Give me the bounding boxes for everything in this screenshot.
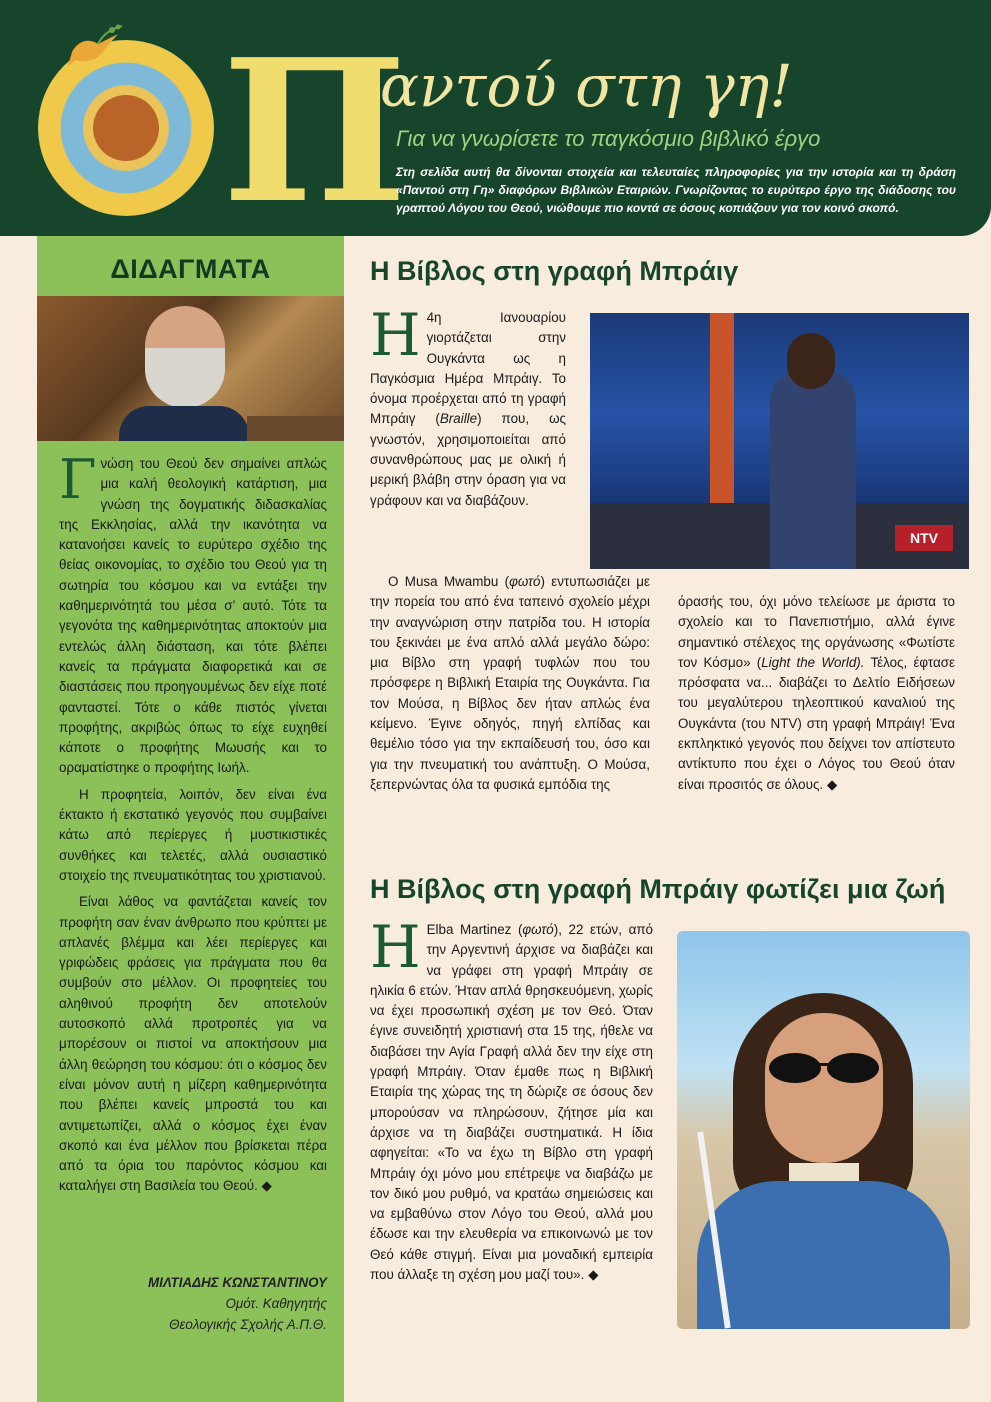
- sidebar-p1: νώση του Θεού δεν σημαίνει απλώς μια καλή θεολογική κατάρτιση, μια γνώση της δογματικής διδασκαλίας της Εκκλησίας, αλλά την ικανότητα να κατανοήσει κανείς το ευρύτερο σχέδιο της θείας οικονομίας, το σχέδιο του Θεού για τη σωτηρία του κόσμου και να εντάξει την καθημερινότητά του μέσα σ’ αυτό. Τότε τα γεγονότα της καθημερινότητας αποκτούν μια εντελώς άλλη διάσταση, και τότε βλέπει κανείς τα πράγματα διαφορετικά και σε διαστάσεις που προηγουμένως δεν είχε ποτέ φανταστεί. Τότε ο κάθε πιστός γίνεται προφήτης, ακριβώς όπως το είχε ευχηθεί κάποτε ο προφήτης Μωυσής και το οραματίστηκε ο προφήτης Ιωήλ.: [59, 456, 327, 776]
- a1-light-the-world: Light the World).: [761, 654, 865, 670]
- article2-paragraph: [370, 913, 654, 1285]
- article1-paragraph: [370, 301, 566, 511]
- author-signature: [59, 1272, 327, 1335]
- article1-col2: [678, 592, 955, 795]
- a1-text: όρασής του, όχι μόνο τελείωσε με άριστα το σχολείο και το Πανεπιστήμιο, αλλά έγινε σημαντικό στέλεχος της οργάνωσης «Φωτίστε τον Κόσμο» (: [678, 594, 955, 670]
- article-title: Η Βίβλος στη γραφή Μπράιγ φωτίζει μια ζωή: [370, 874, 946, 904]
- a1-text: Ο Musa Mwambu (: [388, 574, 510, 589]
- a2-text: Elba Martinez (: [426, 922, 523, 937]
- article1-paragraph: [370, 572, 650, 795]
- sidebar-paragraph: Είναι λάθος να φαντάζεται κανείς τον προφήτη σαν έναν άνθρωπο που κρύπτει με απλανές βλέμμα και λέει περίεργες και γριφώδεις φράσεις για πράγματα που θα συμβούν στο μέλλον. Οι προφητείες του αληθινού προφήτη δεν αποτελούν αυτοσκοπό αλλά προτροπές για να μπορέσουν οι πιστοί να αποκτήσουν μια άλλη θεώρηση του κόσμου: ότι ο κόσμος δεν είναι μόνον αυτή η μίζερη καθημερινότητα που βλέπει κανείς μπροστά του και αντιμετωπίζει, αλλά ο κόσμος έχει έναν σκοπό και ένα μέλλον που βρίσκεται πέρα από τα όρια του παρόντος κόσμου και καταλήγει στη Βασιλεία του Θεού. ◆: [59, 894, 327, 1194]
- a1-text: Τέλος, έφτασε πρόσφατα να... διαβάζει το Δελτίο Ειδήσεων του μεγαλύτερου τηλεοπτικού καναλιού της Ουγκάντα (του NTV) στη γραφή Μπράιγ! Ένα εκπληκτικό γεγονός που δείχνει τον απίστευτο αντίκτυπο που έχει ο Λόγος του Θεού όταν είναι προσιτός σε όλους. ◆: [678, 654, 955, 792]
- lectern: [247, 416, 344, 441]
- dove-icon: [42, 22, 124, 72]
- page-description: Στη σελίδα αυτή θα δίνονται στοιχεία και τελευταίες πληροφορίες για την ιστορία και τη δράση «Παντού στη Γη» διαφόρων Βιβλικών Εταιριών. Γνωρίζοντας το ευρύτερο έργο της διάδοσης του γραπτού Λόγου του Θεού, νιώθουμε πιο κοντά σε όσους κοπιάζουν για τον κοινό σκοπό.: [396, 165, 956, 215]
- sidebar-paragraph: Η προφητεία, λοιπόν, δεν είναι ένα έκτακτο ή εκστατικό γεγονός που συμβαίνει κάτω από περίεργες ή μυστικιστικές συνθήκες και τελετές, αλλά ουσιαστικό στοιχείο της πνευματικότητας του χριστιανού.: [59, 786, 327, 883]
- article2-dropcap: Η: [370, 913, 421, 981]
- globe-center: [93, 95, 159, 161]
- a1-text: ) εντυπωσιάζει με την πορεία του από ένα ταπεινό σχολείο μέχρι την αναγνώριση στην πατρίδα του. Η ιστορία του ξεκινάει με ένα απλό αλλά μεγάλο δώρο: μια Βίβλο στη γραφή τυφλών που του πρόσφερε η Βιβλική Εταιρία της Ουγκάντα. Για τον Μούσα, η Βίβλος δεν ήταν απλώς ένα κείμενο. Έγινε οδηγός, πηγή ελπίδας και θεμέλιο τόσο για την εκπαίδευσή του, όσο και για την πνευματική του ανάπτυξη. Ο Μούσα, ξεπερνώντας όλα τα φυσικά εμπόδια της: [370, 574, 650, 792]
- woman-face: [765, 1013, 883, 1163]
- musa-mwambu-photo: [590, 313, 969, 569]
- a2-foto: φωτό: [522, 922, 554, 937]
- sidebar-column: [37, 236, 344, 1402]
- page-subtitle: Για να γνωρίσετε το παγκόσμιο βιβλικό έργο: [396, 126, 821, 151]
- title-initial: Π: [222, 17, 404, 236]
- article2-text: [370, 913, 654, 1285]
- sunglasses-icon: [763, 1051, 885, 1085]
- article1-paragraph: [678, 592, 955, 795]
- woman-jacket: [697, 1181, 950, 1329]
- sidebar-dropcap: Γ: [59, 448, 97, 511]
- article1-col1: [370, 301, 566, 511]
- man-head: [787, 333, 835, 389]
- a1-text: ) που, ως γνωστόν, χρησιμοποιείται από συνανθρώπους μας με ολική ή μερική βλάβη στην όραση για να γράφουν και να διαβάζουν.: [370, 411, 566, 508]
- page-header: [0, 0, 991, 236]
- author-title: Ομότ. Καθηγητής: [225, 1296, 327, 1311]
- man-figure: [770, 371, 856, 569]
- author-photo: [37, 296, 344, 441]
- a1-foto: φωτό: [509, 574, 541, 589]
- article-title: Η Βίβλος στη γραφή Μπράιγ: [370, 256, 739, 286]
- article1-dropcap: Η: [370, 301, 421, 369]
- author-suit: [119, 406, 249, 441]
- ntv-logo: NTV: [895, 525, 953, 551]
- sidebar-heading: ΔΙΔΑΓΜΑΤΑ: [110, 254, 271, 284]
- author-name: ΜΙΛΤΙΑΔΗΣ ΚΩΝΣΤΑΝΤΙΝΟΥ: [147, 1275, 327, 1290]
- a1-text: 4η Ιανουαρίου γιορτάζεται στην Ουγκάντα ως η Παγκόσμια Ημέρα Μπράιγ. Το όνομα προέρχεται από τη γραφή Μπράιγ (: [370, 310, 566, 427]
- a2-text: ), 22 ετών, από την Αργεντινή άρχισε να διαβάζει και να γράφει στη γραφή Μπράιγ σε ηλικία 6 ετών. Ήταν απλά θρησκευόμενη, χωρίς να έχει προσωπική σχέση με τον Θεό. Όταν έγινε συνειδητή χριστιανή στα 15 της, ήθελε να διαβάσει την Αγία Γραφή αλλά δεν την είχε στη γραφή Μπράιγ. Όταν έμαθε πως η Βιβλική Εταιρία της χώρας της τη δώριζε σε όσους δεν μπορούσαν να πληρώσουν, ζήτησε μία και άρχισε να τη διαβάζει συστηματικά. Η ίδια αφηγείται: «Το να έχω τη Βίβλο στη γραφή Μπράιγ όχι μόνο μου επέτρεψε να διαβάζω με τον δικό μου ρυθμό, να κρατάω σημειώσεις και να εμβαθύνω στον Λόγο του Θεού, αλλά μου έδωσε και την ελευθερία να επικοινωνώ με τον Θεό κάθε στιγμή. Είναι μια μοναδική εμπειρία που άλλαξε τη σχέση μου μαζί του». ◆: [370, 922, 654, 1283]
- sidebar-text: [59, 448, 327, 1203]
- sidebar-paragraph: [59, 448, 327, 779]
- author-beard: [145, 348, 225, 408]
- article1-col1-lower: [370, 572, 650, 795]
- page-title: αντού στη γη!: [380, 52, 793, 120]
- a1-braille: Braille: [439, 411, 478, 427]
- elba-martinez-photo: [677, 931, 970, 1329]
- author-affiliation: Θεολογικής Σχολής Α.Π.Θ.: [169, 1317, 327, 1332]
